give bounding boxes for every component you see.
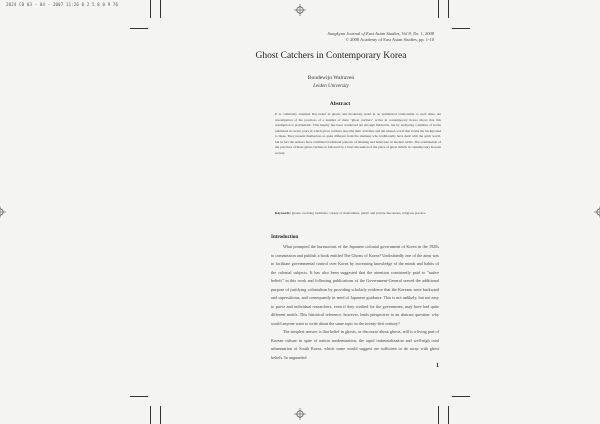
crop-mark bbox=[438, 0, 439, 18]
printer-slug: 2024 CB 03 - 04 - 2007 11:26 0 2 5 8 0 9 76 bbox=[6, 2, 119, 7]
crop-mark bbox=[160, 406, 161, 424]
crop-mark bbox=[160, 0, 161, 18]
body-text bbox=[271, 243, 439, 362]
section-heading: Introduction bbox=[271, 235, 299, 240]
registration-mark-icon bbox=[294, 4, 306, 16]
page-number: 1 bbox=[436, 363, 439, 369]
crop-mark bbox=[452, 28, 470, 29]
author-affiliation: Leiden University bbox=[313, 84, 349, 89]
registration-mark-icon bbox=[0, 206, 6, 218]
crop-mark bbox=[448, 0, 449, 18]
keywords bbox=[275, 211, 441, 217]
article-title: Ghost Catchers in Contemporary Korea bbox=[255, 51, 407, 61]
crop-mark bbox=[452, 396, 470, 397]
journal-info bbox=[274, 31, 434, 43]
crop-mark bbox=[150, 406, 151, 424]
crop-mark bbox=[438, 406, 439, 424]
keywords-text: ghosts, evolving traditions, variety of modernities, public and private discourses, religious practice bbox=[291, 211, 426, 215]
abstract-text: It is commonly assumed that belief in ghosts and modernity stand in an antithetical relationship to each other. An investigation of the practices of a number of male "ghost catchers" active in contemporary Korea shows that this assumption is problematic. This inquiry has been conducted not through fieldwork, but by analyzing a number of books published in recent years in which ghost catchers describe their activities and the unseen world that forms the background to these. They present themselves as quite different from the shamans who traditionally have dealt with the spirit world, but in fact the authors have combined traditional patterns of thinking and behaviour in modern terms. The examination of the practices of these ghost catchers is followed by a brief discussion of the place of ghost beliefs in contemporary Korean society. bbox=[275, 112, 441, 155]
journal-citation: Sungkyun Journal of East Asian Studies, Vol 8, No. 1, 2008 bbox=[327, 31, 434, 36]
crop-mark bbox=[130, 28, 148, 29]
abstract-heading: Abstract bbox=[329, 101, 351, 107]
author-name: Boudewijn Walraven bbox=[307, 75, 355, 81]
crop-mark bbox=[448, 406, 449, 424]
paragraph: What prompted the bureaucrats of the Japanese colonial government of Korea in the 1920s to commission and publish a book entitled The Ghosts of Korea? Undoubtedly one of the aims was to facilitate governmental control over Korea by increasing knowledge of the minds and habits of the colonial subjects. It has also been suggested that the attention consistently paid to "native beliefs" in this work and following publications of the Government-General served the additional purpose of justifying colonialism by providing scholarly evidence that the Koreans were backward and superstitious, and consequently in need of Japanese guidance. This is not unlikely, but not easy to prove and individual researchers, even if they worked for the government, may have had quite different motifs. This historical reference, however, lends perspective to an abstract question: why would anyone want to write about the same topic in the twenty-first century? bbox=[271, 244, 439, 326]
paragraph: The simplest answer is that belief in ghosts, or discourse about ghosts, still is a living part of Korean culture in spite of nation modernization, the rapid industrialization and well-nigh total urbanization of South Korea, which some would suggest are sufficient to do away with ghost beliefs. In unguarded bbox=[271, 329, 439, 360]
crop-mark bbox=[150, 0, 151, 18]
registration-mark-icon bbox=[594, 206, 600, 218]
copyright-line: © 2008 Academy of East Asian Studies, pp. 1-10 bbox=[345, 37, 434, 42]
crop-mark bbox=[130, 396, 148, 397]
registration-mark-icon bbox=[294, 408, 306, 420]
keywords-label: Keywords: bbox=[275, 211, 291, 215]
